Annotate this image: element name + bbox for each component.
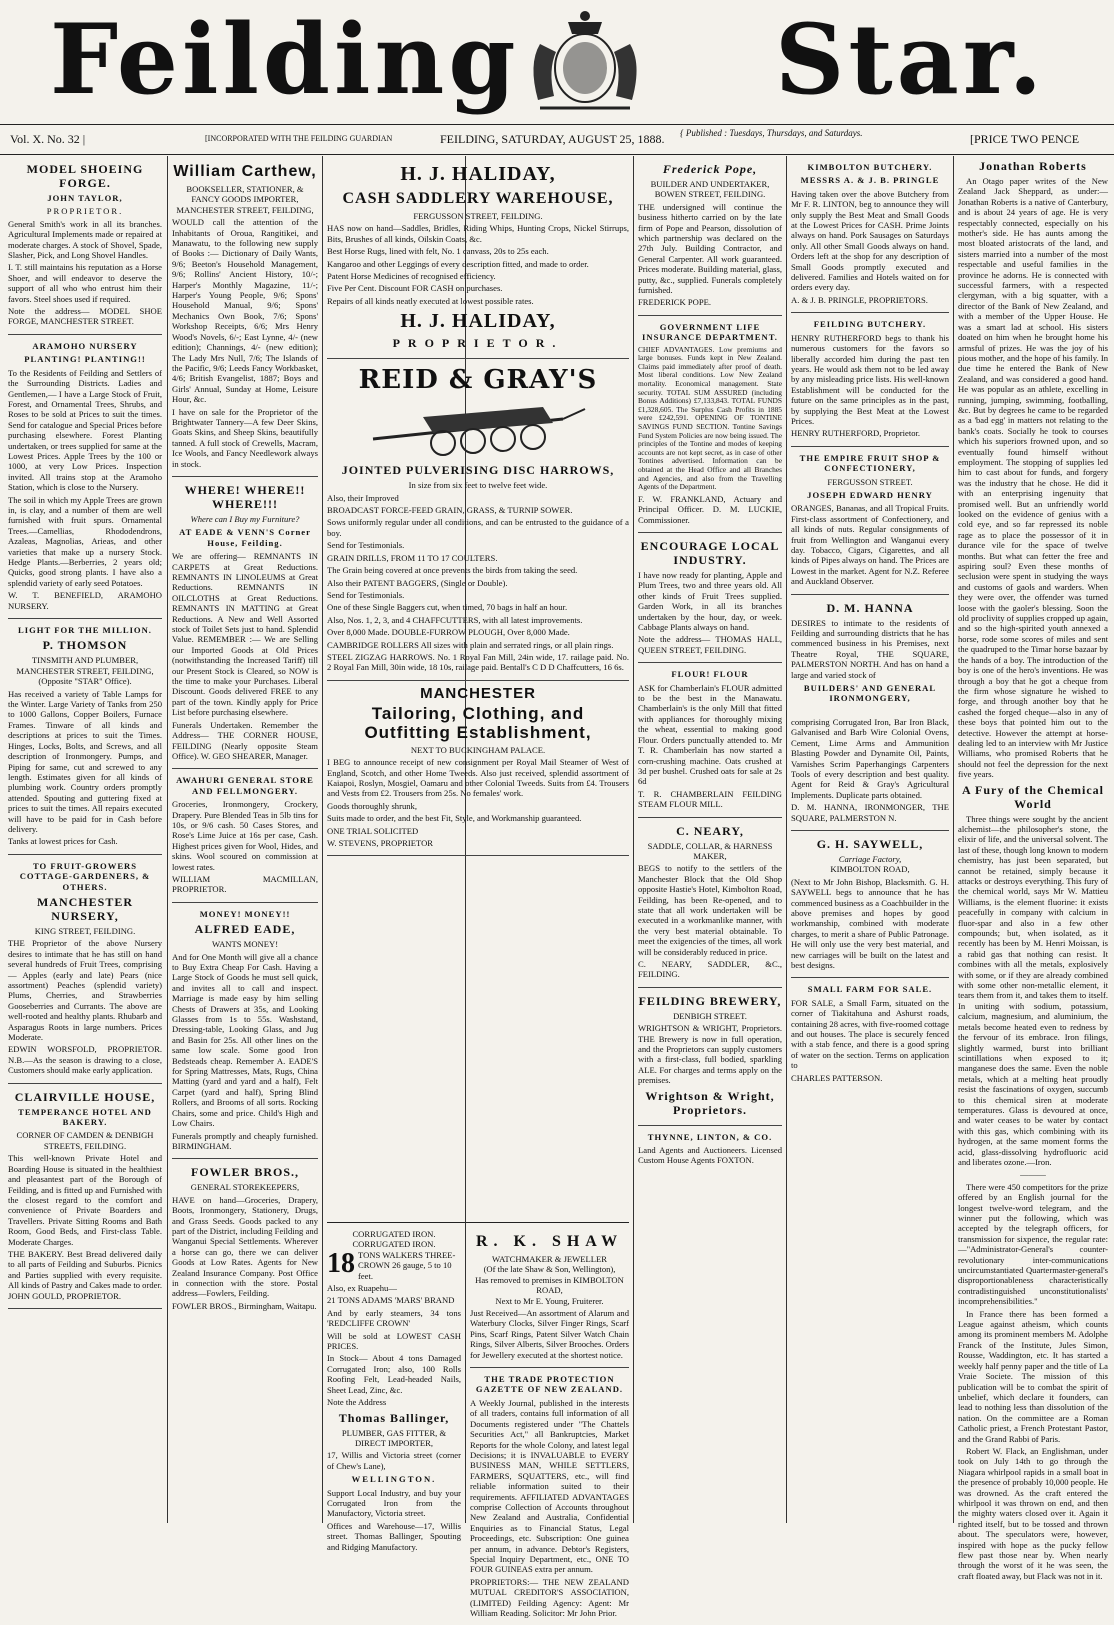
ad-body: Having taken over the above Butchery from Mr F. R. LINTON, beg to announce they will only supply the Best Meat and Small Goods at the Lowest Prices for CASH. Prime Joints always on hand. Pork Sausages on Saturdays only. All other Small Goods always on hand. Orders left at the shop for any description of Small Goods promptly executed and delivered. Families and Hotels waited on for orders every day. (791, 188, 949, 293)
ad-line: Next to Mr E. Young, Fruiterer. (495, 1295, 604, 1306)
ad-heading: WHERE! WHERE!! WHERE!!! (184, 482, 306, 511)
kimbolton-butchery-ad (791, 156, 949, 313)
ad-body: THE Proprietor of the above Nursery desires to intimate that he has still on hand several hundreds of Fruit Trees, comprising— Apples (early and late) Pears (nice assortment) Peaches (splendid variety) Plums, Cherries, and Strawberries Gooseberries and Currants. The above are well-rooted and healthy plants. Rhubarb and Asparagus Roots in large numbers. Prices Moderate. (8, 938, 162, 1043)
ad-line: Also their PATENT BAGGERS, (Single or Double). (327, 577, 508, 588)
ad-heading: ENCOURAGE LOCAL INDUSTRY. (640, 539, 780, 567)
ad-heading: G. H. SAYWELL, (816, 836, 924, 851)
ad-body: Has received a variety of Table Lamps for the Winter. Large Variety of Tanks from 250 to 1000 Gallons, Copper Boilers, Furnace Frames. Tinware of all kinds and descriptions at prices to suit the Times. Hinges, Locks, Bolts, and Screws, and all description of Ironmongery. Pumps, and Piping for same, cut and screwed to any length. Estimates given for all kinds of plumbing work. Country orders promptly attended. Spouting and guttering fixed at prices to suit the times. All repairs executed will have to be paid for in Cash before delivery. (8, 688, 162, 834)
ad-line: Goods thoroughly shrunk, (327, 800, 417, 811)
dateline-rule (0, 154, 1114, 155)
column-rule (465, 1222, 466, 1523)
ad-footer: Note the address— THOMAS HALL, QUEEN STREET, FEILDING. (638, 634, 782, 655)
ad-body: To the Residents of Feilding and Settlers of the Surrounding Districts. Ladies and Gentlemen,— I have a Large Stock of Fruit, Forest, and Ornamental Trees, Shrubs, and Roses to be sold at Prices to suit the times. Send for catalogue and Special Prices before purchasing elsewhere. Forest Planting undertaken, or trees supplied for same at the Lowest Prices. Apple Trees by the 100 or 1000, at very Low Prices. Inspection invited. All trains stop at the Aramoho Station, which is close to the Nursery. (8, 367, 162, 493)
ad-heading: FOWLER BROS., (190, 1165, 299, 1180)
ad-body: HAVE on hand—Groceries, Drapery, Boots, Ironmongery, Stationery, Drugs, and Grass Seeds. Goods packed to any part of the District, including Feilding and Wanganui Special Settlements. Wherever a horse can go, there we can deliver Goods at Low Rates. Agents for New Zealand Insurance Company. Post Office in connection with the store. Postal address—Fowlers, Feilding. (172, 1194, 318, 1299)
ad-heading: FEILDING BREWERY, (638, 993, 782, 1008)
ad-role: PLUMBER, GAS FITTER, & DIRECT IMPORTER, (341, 1427, 447, 1448)
ad-name: MESSRS A. & J. B. PRINGLE (800, 175, 940, 186)
shoeing-forge-ad (8, 156, 162, 335)
ad-body: WOULD call the attention of the Inhabitants of Oroua, Rangitikei, and Manawatu, to the following new supply of Books :— Dictionary of Daily Wants, 9/6; Beeton's Household Management, 9/6; Rollins' Ancient History, 10/-; Harper's Monthly Magazine, 11/-; Harper's Young People, 9/6; Spons' Household Manual, 9/6; Spons' Mechanics Own Book, 7/6; Spons' Workshop Receipts, 6/6; Mrs Henry Wood's Novels, 6/-; East Lynne, 4/- (new edition); Channings, 4/- (new edition); The Lady Mrs Null, 7/6; The Islands of the Pacific, 9/6; Leeds Fancy Workbasket, 4/6; British Evangelist, 1887; Boys and Girls' Annual, Sunday at Home, Leisure Hour, &c. (172, 217, 318, 405)
ad-line: Note the Address (327, 1397, 387, 1408)
publication-days: { Published : Tuesdays, Thursdays, and Saturdays. (680, 128, 863, 138)
ad-heading: Frederick Pope, (662, 162, 758, 176)
ad-signature: H. J. HALIDAY, (400, 310, 556, 333)
haliday-saddlery-ad (327, 156, 629, 359)
column-rule (786, 156, 787, 1523)
aramoho-nursery-ad (8, 335, 162, 619)
ad-address: NEXT TO BUCKINGHAM PALACE. (410, 744, 546, 755)
article-paragraph: An Otago paper writes of the New Zealand Jack Sheppard, as under:—Jonathan Roberts is a native of Canterbury, and is about 24 years of age. He is very respectably connected, especially on his mother's side. He has aunts among the most bloated aristocrats of the land, and sisters married into a number of the most respectable and useful families in the province he adorns. He is connected with successful farmers, with a respected clergyman, with a big squatter, with a director of the Bank of New Zealand, and with a member of the Upper House. He was a smart lad at school. His sisters doated on him when he brought home his armsful of prizes. He was the joy of his pious mother, and the hope of his family. In due time he entered the Bank of New Zealand, and was considered a good hand. He was popular as an athlete, excelling in running, jumping, swimming, footballing, &c. But by degrees he came to be regarded as a 'bad egg' in matters not relating to the bank's coats. Socially he took to courses which his superiors frowned upon, and so eventually found himself without employment. The stopping of supplies led him to cast about for funds, and forgery was the industry that he chose. He did it with an enterprising ingenuity that promised well. But an unfriendly world looked on the evidence of genius with a cold eye, and so far repressed its noble rage as to place the possessor of it in durance vile for the space of twelve months. But what can fetter the free and aspiring soul? Even these months of seclusion were spent in studying the ways and customs of gaols and warders. When they were over, the offender was turned loose with the gaoler's blessing. Soon the old proclivity of supplies cropped up again, and so the high-spirited youth annexed a horse, rode some scores of miles and sent the quadruped to the Timar horse bazaar by the hands of a boy. The introduction of the boy is one of the hero's inventions. He was through a boy that he got a cheque from the firm whose signature he wished to forge, and through another boy that he cashed the forged cheque—also in any of these boys that pointed him out to the detective. However the attempt at horse-dealing led to an interview with Mr Justice Williams, who promised Roberts that he should not feel the depression for the next five years. (958, 176, 1108, 780)
masthead-rule (0, 124, 1114, 125)
saywell-carriage-ad (791, 831, 949, 978)
ad-role: DENBIGH STREET. (673, 1010, 747, 1021)
ad-line: Sows uniformly regular under all conditions, and can be entrusted to the guidance of a boy. (327, 517, 629, 538)
ad-footer: Funerals Undertaken. Remember the Address— THE CORNER HOUSE, FEILDING (Nearly opposite Steam Office). W. GEO SHEARER, Manager. (172, 719, 318, 761)
ad-footer: A. & J. B. PRINGLE, PROPRIETORS. (791, 294, 928, 305)
ad-line: CAMBRIDGE ROLLERS All sizes with plain and serrated rings, or all plain rings. (327, 639, 614, 650)
article-paragraph: Robert W. Flack, an Englishman, under took on July 14th to go through the Niagara whirlpool rapids in a small boat in the presence of probably 10,000 people. He was drowned. As the craft entered the whirlpool it was thrown on end, and then the mighty waters closed over it. Again it righted itself, but to be tossed and thrown about. The speculators were, however, inspired with hope as the pucky fellow flew past those near by. When nearly through the worst of it he was seen, the craft floated away, but Flack was not in it. (958, 1445, 1108, 1581)
ballinger-iron-ad (327, 1226, 461, 1559)
feilding-butchery-ad (791, 313, 949, 446)
volume-number: Vol. X. No. 32 | (10, 132, 86, 146)
column-5 (791, 156, 949, 1523)
ad-line: ONE TRIAL SOLICITED (327, 825, 419, 836)
ad-heading: GOVERNMENT LIFE INSURANCE DEPARTMENT. (642, 321, 778, 343)
ad-footer: WILLIAM MACMILLAN, PROPRIETOR. (172, 873, 318, 895)
manchester-tailoring-ad (327, 681, 629, 857)
article-paragraph: In France there has been formed a League against atheism, which counts among its prominent members M. Adolphe Franck of the Institute, Jules Simon, Rousse, Waddington, etc. It has started a weekly half penny paper and the title of La Vraie Societe. The mission of this publication will be to combat the spirit of unbelief, which declare it founders, can lead to nothing less than dissolution of the nation. On the committee are a Roman Catholic priest, a French Protestant Pastor, and the Grand Rabbi of Paris. (958, 1308, 1108, 1444)
ad-body: ASK for Chamberlain's FLOUR admitted to be the best in the Manawatu. Chamberlain's is the only Mill that fitted with appliances for thoroughly mixing the wheat, essential to making good Flour. Orders punctually attended to. Mr T. R. Chamberlain has now started a corn-crushing machine. Oats crushed at 3d per bushel. Crushed oats for sale at 2s 6d (638, 682, 782, 787)
ad-name: P. THOMSON (42, 638, 128, 653)
ad-heading: R. K. SHAW (475, 1233, 624, 1250)
ad-body: We are offering— REMNANTS IN CARPETS at Great Reductions. REMNANTS IN LINOLEUMS at Great Reductions. REMNANTS IN OILCLOTHS at Great Reductions. REMNANTS IN MATTING at Great Reductions. A New and Well Assorted stock of Toilet Sets just to hand. Splendid Value. REMEMBER :— We are Selling our Imported Goods at Old Prices (notwithstanding the Increased Tariff) till our Present Stock is Cleared, so NOW is the time to make your Purchases. Liberal Discount. Goods delivered FREE to any part of the town. Kindly apply for Price List before purchasing elsewhere. (172, 551, 318, 718)
ad-address: FERGUSSON STREET, FEILDING. (413, 211, 543, 221)
ad-line: And by early steamers, 34 tons 'REDCLIFFE CROWN' (327, 1307, 461, 1329)
ad-line: BROADCAST FORCE-FEED GRAIN, GRASS, & TURNIP SOWER. (327, 505, 573, 516)
ad-heading: CORRUGATED IRON. CORRUGATED IRON. (352, 1229, 436, 1250)
ad-body: comprising Corrugated Iron, Bar Iron Black, Galvanised and Barb Wire Colonial Ovens, Cement, Lime Arms and Ammunition Blasting Powder and Dynamite Oil, Paints, Varnishes Scrim Paperhangings Carpenters Tools of every description and best quality. Agent for Reid & Gray's Agricultural Implements. Duplicate parts obtained. (791, 716, 949, 800)
ad-line: Five Per Cent. Discount FOR CASH on purchases. (327, 283, 503, 294)
ad-body: WRIGHTSON & WRIGHT, Proprietors. THE Brewery is now in full operation, and the Proprietors can supply customers with a first-class, full bodied, sparkling ALE. For charges and terms apply on the premises. (638, 1023, 782, 1086)
ad-line: Over 8,000 Made. DOUBLE-FURROW PLOUGH, Over 8,000 Made. (327, 627, 570, 638)
ad-name: AT EADE & VENN'S Corner House, Feilding. (179, 527, 311, 548)
thomson-tinsmith-ad (8, 619, 162, 855)
ad-body: General Smith's work in all its branches. Agricultural Implements made or repaired at moderate charges. A stock of Shovel, Spade, Slasher, Pick, and Long Shovel Handles. (8, 218, 162, 261)
ad-body: (Next to Mr John Bishop, Blacksmith. G. H. SAYWELL begs to announce that he has commenced business as a Coachbuilder in the above premises and hopes by good workmanship, combined with moderate charges, to merit a share of Public Patronage. He will only use the very best material, and new carriages will be built on the latest and best designs. (791, 876, 949, 970)
section-rule (327, 1222, 629, 1223)
ad-heading: KIMBOLTON BUTCHERY. (807, 162, 933, 172)
ad-footer: THE BAKERY. Best Bread delivered daily to all parts of Feilding and Suburbs. Picnics and Parties supplied with every requisite. All kinds of Pastry and Cakes made to order. JOHN GOULD, PROPRIETOR. (8, 1248, 162, 1301)
ad-body: The soil in which my Apple Trees are grown in, is clay, and a number of them are well furnished with fruit spurs. Ornamental Trees.—Camellias, Rhododendrons, Azaleas, Magnolias, Arieas, and other varieties that make up a nursery Stock. Hedge Plants.—Berberries, 2 years old; Quicks, good strong plants. I have also a splendid variety of early seed Potatoes. (8, 494, 162, 588)
column-rule (633, 156, 634, 1523)
ad-line: Repairs of all kinds neatly executed at lowest possible rates. (327, 295, 534, 306)
ad-title: Tailoring, Clothing, and Outfitting Establishment, (364, 703, 592, 742)
article-divider: ——— (1020, 1169, 1046, 1180)
ad-role: SADDLE, COLLAR, & HARNESS MAKER, (647, 840, 773, 861)
empire-fruit-shop-ad (791, 447, 949, 595)
ad-body: I have on sale for the Proprietor of the Brightwater Tannery—A few Deer Skins, Goats Skins, and Sheep Skins, beautifully tanned. A full stock of Crewells, Macram, Ice Wools, and Fancy Needlework always in stock. (172, 406, 318, 469)
ad-name: JOHN TAYLOR, (47, 193, 123, 203)
masthead (0, 0, 1114, 120)
ad-line: Also, ex Ruapehu— (327, 1283, 397, 1294)
ad-title: JOINTED PULVERISING DISC HARROWS, (341, 463, 615, 478)
ad-body: I BEG to announce receipt of new consignment per Royal Mail Steamer of West of England, Scotch, and other Home Tweeds. Also just received, splendid assortment of Kaiapoi, Roslyn, Mosgiel, Oamaru and other Colonial Tweeds. Suits from £4. Trousers and Vests from £2. Trousers from 25s. No females' work. (327, 757, 629, 799)
ad-heading: REID & GRAY'S (358, 365, 598, 396)
clairville-house-ad (8, 1084, 162, 1309)
ad-line: Offices and Warehouse—17, Willis street. Thomas Ballinger, Spouting and Ridging Manufactory. (327, 1520, 461, 1552)
ad-line: Best Horse Rugs, lined with felt, No. 1 canvass, 20s to 25s each. (327, 246, 549, 257)
ad-heading: H. J. HALIDAY, (400, 163, 556, 185)
ad-line: Send for Testimonials. (327, 589, 405, 600)
ad-footer: T. R. CHAMBERLAIN FEILDING STEAM FLOUR MILL. (638, 788, 782, 810)
ad-heading: SMALL FARM FOR SALE. (807, 984, 933, 995)
ad-signature: W. STEVENS, PROPRIETOR (327, 838, 434, 848)
article-paragraph: Three things were sought by the ancient alchemist—the philosopher's stone, the elixir of life, and the universal solvent. The last of these, though long known to modern chemistry, has just been separated, but cannot be retained, simply because it attacks or destroys everything. This fury of the chemical world, says Mr W. Mattieu Williams, is the element fluorine: it exists peacefully in company with calcium in fluor-spar and also in a few other compounds; but, when isolated, as it recently has been by M. Henri Moissan, is a rabid gas that nothing can resist. It combines with all the metals, explosively with some, or if they are already combined with some other non-metallic element, it tears them from it, and takes them to itself. In uniting with sodium, potassium, calcium, magnesium, and aluminium, the metals become heated even to redness by the fervour of its embrace. Iron filings, slightly warmed, burst into brilliant scintillations when exposed to it; manganese does the same. Even the noble metals, which at a melting heat proudly resist the fascinations of oxygen, succumb to this chemical siren at moderate temperatures. Glass is devoured at once, and water ceases to be water by contact with this gas, which combining with its hydrogen, at the same moment forms the acid, glass-dissolving hydrofluoric acid and liberates ozone.—Iron. (958, 813, 1108, 1167)
trade-protection-ad (470, 1368, 629, 1625)
hanna-ironmongery-ad (791, 595, 949, 712)
ad-line: Suits made to order, and the best Fit, Style, and Workmanship guaranteed. (327, 813, 582, 824)
ad-heading: LIGHT FOR THE MILLION. (18, 625, 152, 636)
ad-line: Patent Horse Medicines of recognised efficiency. (327, 271, 496, 282)
ad-name: MANCHESTER NURSERY, (36, 894, 133, 923)
ad-body: DESIRES to intimate to the residents of Feilding and surrounding districts that he has commenced business in his Premises, next Theatre Royal, THE SQUARE, PALMERSTON NORTH. And has on hand a large and varied stock of (791, 617, 949, 680)
ad-line: Has removed to premises in KIMBOLTON ROAD, (475, 1274, 624, 1296)
ad-role: BUILDER AND UNDERTAKER, BOWEN STREET, FEILDING. (650, 179, 770, 200)
ad-footer: C. NEARY, SADDLER, &C., FEILDING. (638, 959, 782, 980)
chamberlain-flour-ad (638, 663, 782, 817)
ad-heading: FLOUR! FLOUR (671, 669, 749, 680)
shaw-column (470, 1226, 629, 1618)
ad-role: TINSMITH AND PLUMBER, MANCHESTER STREET, FEILDING, (Opposite "STAR" Office). (16, 655, 154, 687)
ad-role: FERGUSSON STREET. (827, 476, 913, 487)
ad-role: CORNER OF CAMDEN & DENBIGH STREETS, FEILDING. (16, 1130, 154, 1151)
small-farm-ad (791, 978, 949, 1090)
ad-heading: FEILDING BUTCHERY. (813, 319, 927, 330)
column-rule (167, 156, 168, 1523)
ad-name: Thomas Ballinger, (338, 1410, 450, 1425)
ad-line: Send for Testimonials. (327, 540, 405, 551)
shaw-watchmaker-ad (470, 1226, 629, 1368)
ad-body: CHIEF ADVANTAGES. Low premiums and large bonuses. Funds kept in New Zealand. Claims paid immediately after proof of death. Most liberal conditions. Low New Zealand mortality. Economical management. State security. TOTAL SUM ASSURED (including Bonus Additions) £7,133,843. TOTAL FUNDS £1,328,605. The Surplus Cash Profits in 1885 were £242,591. OPENING OF TONTINE SAVINGS FUND SECTION. Tontine Savings Fund System Policies are now being issued. The principles of the Tontine and modes of keeping accounts are not kept secret, as in case of other Tontines advertised. Information can be obtained at the Head Office and all Branches and Agencies, and also from the Travelling Agents of the Department. (638, 344, 782, 492)
ad-heading: AWAHURI GENERAL STORE AND FELLMONGERY. (176, 775, 314, 796)
ad-body: Groceries, Ironmongery, Crockery, Drapery. Pure Blended Teas in 5lb tins for 10s, or 9/6 cash. 50 Cases Stores, and Rose's Lime Juice at 16s per case, Cash. Highest prices given for Wool, Hides, and skins. Wool scoured on commission at lowest rates. (172, 799, 318, 872)
feilding-brewery-ad (638, 988, 782, 1126)
thynne-linton-ad (638, 1126, 782, 1173)
hanna-stock-list (791, 712, 949, 831)
news-column (958, 156, 1108, 1581)
article-heading: A Fury of the Chemical World (962, 782, 1104, 811)
ad-heading: THYNNE, LINTON, & CO. (647, 1131, 773, 1142)
incorporated-note: [INCORPORATED WITH THE FEILDING GUARDIAN (205, 134, 393, 143)
ad-line: Support Local Industry, and buy your Corrugated Iron from the Manufactory, Victoria street. (327, 1487, 461, 1519)
ad-name: ALFRED EADE, (194, 922, 296, 937)
ad-footer: F. W. FRANKLAND, Actuary and Principal Officer. D. M. LUCKIE, Commissioner. (638, 493, 782, 525)
ad-body: THE undersigned will continue the business hitherto carried on by the late firm of Pope and Pearson, dissolution of which partnership was declared on the 27th July. Building Contractor, and General Carpenter. All work guaranteed. Prices moderate. Building material, glass, putty, &c., supplied. Funerals completely furnished. (638, 201, 782, 296)
ad-line: GRAIN DRILLS, FROM 11 TO 17 COULTERS. (327, 552, 498, 563)
column-4 (638, 156, 782, 1523)
ad-heading: MODEL SHOEING FORGE. (26, 162, 144, 190)
ad-body: Land Agents and Auctioneers. Licensed Custom House Agents FOXTON. (638, 1145, 782, 1166)
ad-line: In size from six feet to twelve feet wide. (408, 480, 548, 491)
frederick-pope-ad (638, 156, 782, 316)
ad-line: One of these Single Baggers cut, when timed, 70 bags in half an hour. (327, 602, 568, 613)
ad-subheading: Where can I Buy my Furniture? (190, 513, 300, 524)
ad-footer: Tanks at lowest prices for Cash. (8, 836, 118, 847)
ad-body: This well-known Private Hotel and Boarding House is situated in the healthiest and pleasantest part of the Borough of Feilding, and is fitted up and Furnished with the closest regard to the comfort and convenience of Private Boarders and Travellers. Private Sitting Rooms and Bath Room, Good Beds, and First-class Table. Moderate Charges. (8, 1153, 162, 1247)
ad-footer: PROPRIETORS:— THE NEW ZEALAND MUTUAL CREDITOR'S ASSOCIATION, (LIMITED) Feilding Agency: Agent: Mr William Reading. Solicitor: Mr John Prior. (470, 1576, 629, 1618)
place-date: FEILDING, SATURDAY, AUGUST 25, 1888. (440, 132, 665, 146)
ad-line: (Of the late Shaw & Son, Wellington), (483, 1264, 616, 1275)
royal-crest-icon (520, 4, 650, 116)
ad-line: 17, Willis and Victoria street (corner of Chew's Lane), (327, 1450, 461, 1471)
ad-role: Carriage Factory, (838, 853, 902, 864)
government-life-insurance-ad (638, 316, 782, 533)
ad-body: ORANGES, Bananas, and all Tropical Fruits. First-class assortment of Confectionery, and all kinds of nuts. Regular consignments of fruit from Wellington and Wanganui every day. Tobacco, Cigars, Cigarettes, and all kinds of Pipes always on hand. The Prices are Lowest in the market. Agent for N.Z. Referee and Auckland Observer. (791, 503, 949, 587)
neary-saddler-ad (638, 818, 782, 988)
ad-role: GENERAL STOREKEEPERS, (190, 1182, 300, 1193)
price: [PRICE TWO PENCE (970, 132, 1080, 146)
fowler-bros-ad (172, 1159, 318, 1318)
ad-line: Will be sold at LOWEST CASH PRICES. (327, 1330, 461, 1352)
ad-name: TEMPERANCE HOTEL AND BAKERY. (18, 1106, 152, 1128)
ad-footer: Wrightson & Wright, Proprietors. (645, 1088, 775, 1117)
carthew-bookseller-ad (172, 156, 318, 477)
ad-body: BEGS to notify to the settlers of the Manchester Block that the Old Shop opposite Hastie's Hotel, Kimbolton Road, Feilding, has been Re-opened, and to state that all work undertaken will be executed in a workmanlike manner, with the very best material obtainable. To meet the exigencies of the times, all work will be considerably reduced in price. (638, 863, 782, 957)
ad-footer: W. T. BENEFIELD, ARAMOHO NURSERY. (8, 590, 162, 611)
ad-body: FOR SALE, a Small Farm, situated on the corner of Tiakitahuna and Ashurst roads, containing 28 acres, with five-roomed cottage and out houses. The place is securely fenced with a stab fence, and there is a good spring of water on the section. Terms on application to (791, 997, 949, 1071)
ad-footer: FREDERICK POPE. (638, 297, 712, 308)
manchester-nursery-ad (8, 855, 162, 1084)
ad-town: WELLINGTON. (351, 1474, 437, 1485)
ad-line: Kangaroo and other Leggings of every description fitted, and made to order. (327, 258, 589, 269)
eade-venn-ad (172, 477, 318, 769)
ad-big-line (327, 1247, 461, 1281)
ad-body: HENRY RUTHERFORD begs to thank his numerous customers for the favors so liberally accorded him during the past ten years. He would ask them not to be led away by any misleading price lists. His well-known Establishment will be conducted for the future on the same principles as in the past, by supplying the Best Meat at the Lowest Prices. (791, 332, 949, 426)
dateline (0, 126, 1114, 152)
ad-heading: MANCHESTER (420, 684, 536, 702)
article-heading: Jonathan Roberts (979, 159, 1087, 173)
ad-heading: THE EMPIRE FRUIT SHOP & CONFECTIONERY, (799, 452, 941, 474)
ad-line: In Stock— About 4 tons Damaged Corrugated Iron; also, 100 Rolls Roofing Felt, Lead-headed Nails, Sheet Lead, Zinc, &c. (327, 1353, 461, 1395)
ad-name: JOSEPH EDWARD HENRY (807, 489, 933, 500)
ballinger-column (327, 1226, 461, 1552)
ad-body: And for One Month will give all a chance to Buy Extra Cheap For Cash. Having a Large Stock of Goods he must sell quick, and invites all to call and inspect. Marriage is made easy by him selling Chests of Drawers at 35s, and Looking Glasses from 1s to 55s. Washstand, Dressing-table, Looking Glass, and Jug and Basin for 25s. All other lines on the same low scale. Some good Iron Bedsteads cheap. Remember A. EADE'S for Spring Mattresses, Mats, Rugs, China Matting (yard and yard and a half), Felt Carpet (yard and half), Spring Blind Rollers, and Brooms of all sorts. Rocking Chairs, some and price. Child's High and Low Chairs. (172, 951, 318, 1129)
masthead-title-left: Feilding (50, 3, 520, 116)
ad-footer: HENRY RUTHERFORD, Proprietor. (791, 428, 921, 439)
ad-body: HAS now on hand—Saddles, Bridles, Riding Whips, Hunting Crops, Nickel Stirrups, Bits, Brushes of all kinds, Oilskin Coats, &c. (327, 223, 629, 244)
ad-role: BOOKSELLER, STATIONER, & FANCY GOODS IMPORTER, MANCHESTER STREET, FEILDING, (176, 184, 314, 215)
ad-line: 21 TONS ADAMS 'MARS' BRAND (327, 1295, 455, 1306)
ad-footer: FOWLER BROS., Birmingham, Waitapu. (172, 1300, 317, 1311)
ad-subheading: BUILDERS' AND GENERAL IRONMONGERY, (803, 683, 937, 704)
ad-heading: C. NEARY, (676, 823, 744, 838)
ad-body: I. T. still maintains his reputation as a Horse Shoer, and will endeavor to deserve the support of all who who entrust him their favors. Steel shoes used if required. (8, 262, 162, 304)
awahuri-store-ad (172, 769, 318, 902)
ad-footer: Note the address— MODEL SHOE FORGE, MANCHESTER STREET. (8, 306, 162, 327)
ad-heading: William Carthew, (173, 163, 317, 180)
ad-role: WANTS MONEY! (211, 939, 279, 950)
thomas-hall-ad (638, 533, 782, 663)
ad-role: KING STREET, FEILDING. (34, 925, 136, 936)
ad-big-number: 18 (327, 1247, 355, 1279)
column-rule (322, 156, 323, 1523)
column-rule (953, 156, 954, 1523)
ad-body: I have now ready for planting, Apple and Plum Trees, two and three years old. All other kinds of Fruit Trees supplied. Garden Work, in all its branches undertaken by the hour, day, or week. Cabbage Plants always on hand. (638, 570, 782, 633)
ad-role: WATCHMAKER & JEWELLER (491, 1254, 608, 1264)
column-1 (8, 156, 162, 1523)
alfred-eade-ad (172, 903, 318, 1160)
ad-footer: Funerals promptly and cheaply furnished. BIRMINGHAM. (172, 1130, 318, 1151)
ad-address: KIMBOLTON ROAD, (830, 864, 910, 875)
masthead-title-right: Star. (775, 3, 1047, 116)
ad-line: Also, Nos. 1, 2, 3, and 4 CHAFFCUTTERS, with all latest improvements. (327, 614, 583, 625)
ad-footer: D. M. HANNA, IRONMONGER, THE SQUARE, PALMERSTON N. (791, 802, 949, 823)
ad-line: TONS WALKERS THREE-CROWN 26 gauge, 5 to 10 feet. (358, 1249, 456, 1281)
reid-gray-ad (327, 359, 629, 681)
article-paragraph: There were 450 competitors for the prize offered by an English journal for the longest twelve-word telegram, and the winner put the following, which was accepted by the telegraph officers, for transmission for sixpence, the regular rate:—"Administrator-General's counter-revolutionary inter-communications uncircumstantiated Quartermaster-general's disproportionableness characteristically contradistinguished unconstitutionalists' incomprehensibilities." (958, 1181, 1108, 1307)
ad-body: A Weekly Journal, published in the interests of all traders, contains full information of all Documents registered under "The Chattels Securities Act," all Bankruptcies, Market Reports for the whole Colony, and latest legal Decisions; it is INVALUABLE to EVERY BUSINESS MAN, WHILE SETTLERS, FARMERS, SQUATTERS, etc., will find reliable information suited to their requirements. AFFILIATED ADVANTAGES comprise Collection of Accounts throughout New Zealand and Australia, Confidential Enquiries as to Financial Status, Legal Proceedings, etc. Subscription: One guinea per annum, in advance. Debtor's Registers, Special Inquiry Department, etc., ONE TO FOUR GUINEAS extra per annum. (470, 1397, 629, 1575)
ad-heading: CLAIRVILLE HOUSE, (14, 1089, 156, 1104)
ad-heading: MONEY! MONEY!! (199, 908, 291, 919)
ad-title: CASH SADDLERY WAREHOUSE, (342, 190, 614, 207)
disc-harrow-illustration-icon (363, 399, 593, 459)
ad-role: PROPRIETOR. (46, 206, 124, 217)
ad-name: PLANTING! PLANTING!! (24, 354, 146, 365)
ad-line: The Grain being covered at once prevents the birds from taking the seed. (327, 565, 578, 576)
ad-footer: CHARLES PATTERSON. (791, 1072, 883, 1083)
ad-role: PROPRIETOR. (392, 336, 564, 351)
column-2 (172, 156, 318, 1523)
ad-heading: D. M. HANNA (826, 600, 914, 615)
ad-body: Just Received—An assortment of Alarum and Waterbury Clocks, Silver Finger Rings, Scarf Pins, Scarf Rings, Patent Silver Watch Chain Rings, Silver Alberts, Silver Brooches. Orders for Jewellery executed at the shortest notice. (470, 1308, 629, 1360)
ad-footer: EDWIN WORSFOLD, PROPRIETOR. N.B.—As the season is drawing to a close, Customers should make early application. (8, 1044, 162, 1076)
ad-line: STEEL ZIGZAG HARROWS. No. 1 Royal Fan Mill, 24in wide, 17. railage paid. No. 2 Royal Fan Mill, 30in wide, 18 10s, railage paid. Bentall's C D D Chaffcutters, 16 6s. (327, 651, 629, 673)
ad-heading: TO FRUIT-GROWERS COTTAGE-GARDENERS, & OTHERS. (19, 860, 151, 892)
ad-line: Also, their Improved (327, 492, 399, 503)
ad-heading: THE TRADE PROTECTION GAZETTE OF NEW ZEALAND. (475, 1374, 624, 1395)
ad-heading: ARAMOHO NURSERY (32, 340, 138, 351)
